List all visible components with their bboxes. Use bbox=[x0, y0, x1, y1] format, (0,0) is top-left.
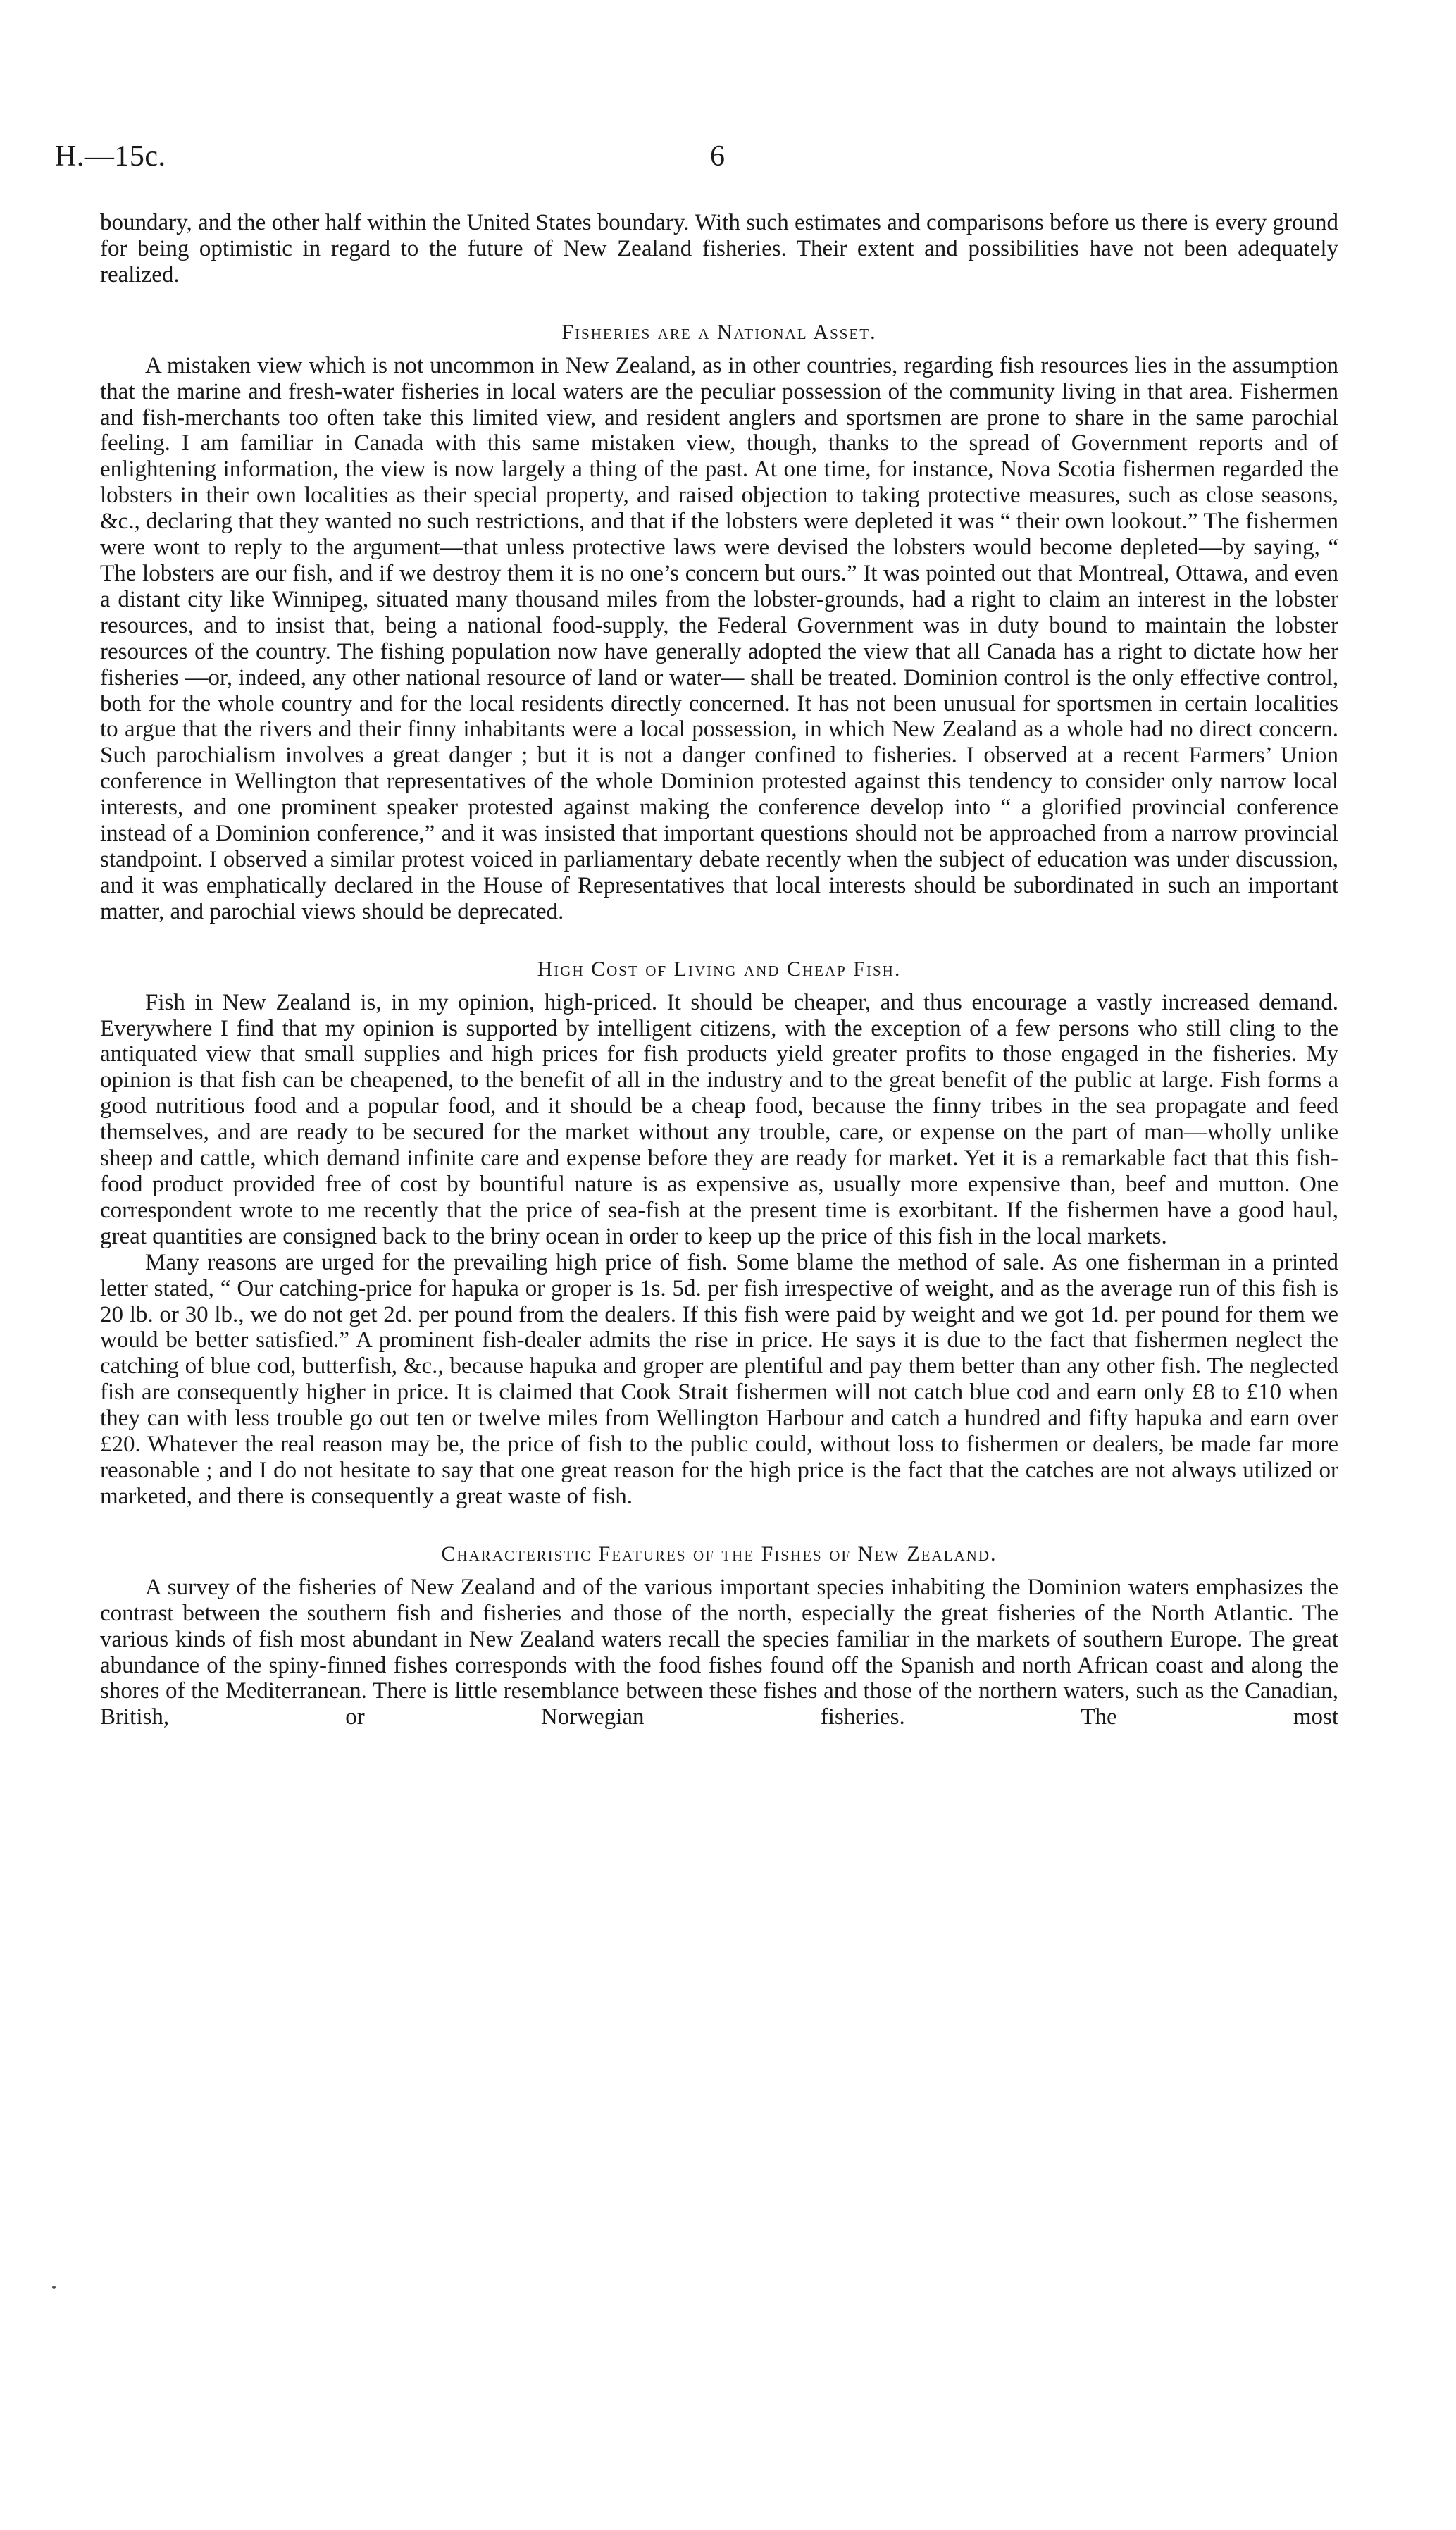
margin-speck bbox=[52, 2286, 56, 2289]
section-heading-national-asset: Fisheries are a National Asset. bbox=[561, 320, 877, 344]
section-heading-cost-of-living: High Cost of Living and Cheap Fish. bbox=[537, 957, 902, 981]
body-text bbox=[100, 210, 1338, 1730]
paragraph-cost-of-living-1: Fish in New Zealand is, in my opinion, high-priced. It should be cheaper, and thus encourage a vastly increased demand. Everywhere I find that my opinion is supported by intelligent citizens, with the exception of a few persons who still cling to the antiquated view that small supplies and high prices for fish products yield greater profits to those engaged in the fisheries. My opinion is that fish can be cheapened, to the benefit of all in the industry and to the great benefit of the public at large. Fish forms a good nutritious food and a popular food, and it should be a cheap food, because the finny tribes in the sea propagate and feed themselves, and are ready to be secured for the market without any trouble, care, or expense on the part of man—wholly unlike sheep and cattle, which demand infinite care and expense before they are ready for market. Yet it is a remarkable fact that this fish-food product provided free of cost by bountiful nature is as expensive as, usually more expensive than, beef and mutton. One correspondent wrote to me recently that the price of sea-fish at the present time is exorbitant. If the fishermen have a good haul, great quantities are consigned back to the briny ocean in order to keep up the price of this fish in the local markets. bbox=[100, 989, 1338, 1249]
paragraph-national-asset: A mistaken view which is not uncommon in New Zealand, as in other countries, regarding fish resources lies in the assumption that the marine and fresh-water fisheries in local waters are the peculiar possession of the community living in that area. Fishermen and fish-merchants too often take this limited view, and resident anglers and sportsmen are prone to share in the same parochial feeling. I am familiar in Canada with this same mistaken view, though, thanks to the spread of Government reports and of enlightening information, the view is now largely a thing of the past. At one time, for instance, Nova Scotia fishermen regarded the lobsters in their own localities as their special property, and raised objection to taking protective measures, such as close seasons, &c., declaring that they wanted no such restrictions, and that if the lobsters were depleted it was “ their own lookout.” The fishermen were wont to reply to the argument—that unless protective laws were devised the lobsters would become depleted—by saying, “ The lobsters are our fish, and if we destroy them it is no one’s concern but ours.” It was pointed out that Montreal, Ottawa, and even a distant city like Winnipeg, situated many thousand miles from the lobster-grounds, had a right to claim an interest in the lobster resources, and to insist that, being a national food-supply, the Federal Government was in duty bound to maintain the lobster resources of the country. The fishing population now have generally adopted the view that all Canada has a right to dictate how her fisheries —or, indeed, any other national resource of land or water— shall be treated. Dominion control is the only effective control, both for the whole country and for the local residents directly concerned. It has not been unusual for sportsmen in certain localities to argue that the rivers and their finny inhabitants were a local possession, in which New Zealand as a whole had no direct concern. Such parochialism involves a great danger ; but it is not a danger confined to fisheries. I observed at a recent Farmers’ Union conference in Wellington that representatives of the whole Dominion protested against this tendency to consider only narrow local interests, and one prominent speaker protested against making the conference develop into “ a glorified provincial conference instead of a Dominion conference,” and it was insisted that important questions should not be approached from a narrow provincial standpoint. I observed a similar protest voiced in parliamentary debate recently when the subject of education was under discussion, and it was emphatically declared in the House of Representatives that local interests should be subordinated in such an important matter, and parochial views should be deprecated. bbox=[100, 352, 1338, 924]
document-reference: H.—15c. bbox=[55, 140, 166, 173]
opening-paragraph: boundary, and the other half within the United States boundary. With such estimates and comparisons before us there is every ground for being optimistic in regard to the future of New Zealand fisheries. Their extent and possibilities have not been adequately realized. bbox=[100, 210, 1338, 287]
section-heading-characteristic-features: Characteristic Features of the Fishes of New Zealand. bbox=[441, 1542, 997, 1565]
paragraph-characteristic-features: A survey of the fisheries of New Zealand and of the various important species inhabiting the Dominion waters emphasizes the contrast between the southern fish and fisheries and those of the north, especially the great fisheries of the North Atlantic. The various kinds of fish most abundant in New Zealand waters recall the species familiar in the markets of southern Europe. The great abundance of the spiny-finned fishes corresponds with the food fishes found off the Spanish and north African coast and along the shores of the Mediterranean. There is little resemblance between these fishes and those of the northern waters, such as the Canadian, British, or Norwegian fisheries. The most bbox=[100, 1574, 1338, 1730]
running-header bbox=[55, 139, 1407, 182]
paragraph-cost-of-living-2: Many reasons are urged for the prevailing high price of fish. Some blame the method of sale. As one fisherman in a printed letter stated, “ Our catching-price for hapuka or groper is 1s. 5d. per fish irrespective of weight, and as the average run of this fish is 20 lb. or 30 lb., we do not get 2d. per pound from the dealers. If this fish were paid by weight and we got 1d. per pound for them we would be better satisfied.” A prominent fish-dealer admits the rise in price. He says it is due to the fact that fishermen neglect the catching of blue cod, butterfish, &c., because hapuka and groper are plentiful and pay them better than any other fish. The neglected fish are consequently higher in price. It is claimed that Cook Strait fishermen will not catch blue cod and earn only £8 to £10 when they can with less trouble go out ten or twelve miles from Wellington Harbour and catch a hundred and fifty hapuka and earn over £20. Whatever the real reason may be, the price of fish to the public could, without loss to fishermen or dealers, be made far more reasonable ; and I do not hesitate to say that one great reason for the high price is the fact that the catches are not always utilized or marketed, and there is consequently a great waste of fish. bbox=[100, 1249, 1338, 1509]
page-number: 6 bbox=[710, 140, 725, 173]
